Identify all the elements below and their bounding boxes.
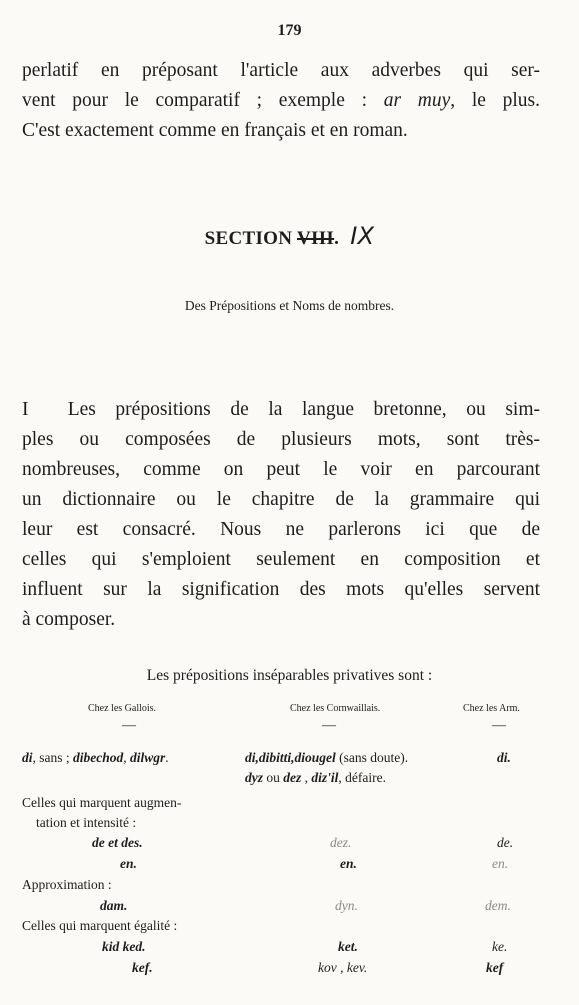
text-line: celles qui s'emploient seulement en composition et [22, 549, 540, 570]
top-paragraph [22, 56, 540, 146]
table-cell: en. [120, 856, 137, 871]
text-line: un dictionnaire ou le chapitre de la grammaire qui [22, 489, 540, 510]
column-divider: — [122, 718, 136, 733]
column-header-cornwaillais: Chez les Cornwaillais. [290, 703, 381, 714]
table-cell: kid ked. [102, 939, 146, 954]
table-cell: de et des. [92, 835, 143, 850]
section-title-period: . [334, 228, 340, 249]
handwritten-correction: IX [350, 222, 375, 250]
table-cell: ke. [492, 939, 508, 954]
table-intro: Les prépositions inséparables privatives sont : [146, 667, 433, 684]
section-number-struck: VIII [297, 228, 335, 249]
section-title-prefix: SECTION [204, 228, 293, 249]
table-cell: dyn. [335, 898, 358, 913]
example-word: ar muy [383, 90, 451, 111]
text-line: nombreuses, comme on peut le voir en parcourant [22, 459, 540, 480]
table-cell: kef. [132, 960, 153, 975]
column-divider: — [322, 718, 336, 733]
paragraph-number: I [22, 399, 29, 420]
section-title [0, 222, 579, 250]
row-label: tation et intensité : [36, 815, 137, 830]
text-line: vent pour le comparatif ; exemple : ar muy, le plus. [22, 90, 540, 111]
text-line: perlatif en préposant l'article aux adverbes qui ser- [22, 60, 540, 81]
table-cell: en. [340, 856, 357, 871]
table-cell: di,dibitti,diougel (sans doute). [245, 750, 409, 765]
column-header-armoricains: Chez les Arm. [463, 703, 520, 714]
table-cell: dez. [330, 835, 352, 850]
column-header-gallois: Chez les Gallois. [88, 703, 157, 714]
table-cell: de. [497, 835, 514, 850]
text-line: influent sur la signification des mots qu'elles servent [22, 579, 540, 600]
body-paragraph [22, 395, 540, 635]
text-line: à composer. [22, 609, 116, 630]
text-line [22, 395, 540, 425]
column-divider: — [492, 718, 506, 733]
table-cell: kef [486, 960, 504, 975]
table-cell: ket. [338, 939, 358, 954]
row-label: Approximation : [22, 877, 112, 892]
table-cell: en. [492, 856, 509, 871]
row-label: Celles qui marquent égalité : [22, 918, 178, 933]
table-cell: di, sans ; dibechod, dilwgr. [22, 750, 169, 765]
section-subtitle: Des Prépositions et Noms de nombres. [184, 298, 395, 313]
text-line: C'est exactement comme en français et en roman. [22, 120, 408, 141]
row-label: Celles qui marquent augmen- [22, 795, 182, 810]
table-cell: dam. [100, 898, 128, 913]
table-cell: di. [497, 750, 511, 765]
table-cell: dyz ou dez , diz'il, défaire. [245, 770, 386, 785]
text-line-content: Les prépositions de la langue bretonne, ou sim- [67, 399, 540, 420]
table-cell: dem. [485, 898, 511, 913]
text-line: ples ou composées de plusieurs mots, sont très- [22, 429, 540, 450]
page-number: 179 [277, 22, 302, 39]
table-cell: kov , kev. [318, 960, 368, 975]
text-line: leur est consacré. Nous ne parlerons ici que de [22, 519, 540, 540]
